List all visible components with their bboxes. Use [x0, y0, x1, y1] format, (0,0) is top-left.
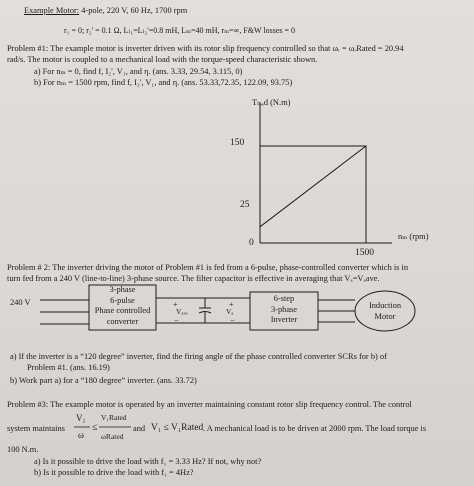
ytick-150: 150	[230, 138, 245, 148]
problem3-rest: . A mechanical load is to be driven at 2000 rpm. The load torque is	[203, 424, 427, 433]
xtick-1500: 1500	[355, 248, 374, 258]
plus-left: +	[173, 300, 178, 309]
inverter-line-2: 3-phase	[270, 304, 298, 314]
plus-right: +	[229, 300, 234, 309]
inverter-line-3: Inverter	[270, 315, 298, 324]
frac2-den: ωRated	[101, 432, 124, 441]
frac1-den: ω	[78, 430, 84, 440]
problem1-part-a: a) For nₘ = 0, find f, I₂', V₁, and η. (ans. 3.33, 29.54, 3.115, 0)	[34, 67, 243, 76]
problem3-line1: Problem #3: The example motor is operated by an inverter maintaining constant rotor slip frequency control. The control	[7, 400, 412, 409]
problem2-part-b: b) Work part a) for a “180 degree” inverter. (ans. 33.72)	[10, 376, 197, 385]
minus-left: −	[174, 316, 179, 325]
converter-line-4: converter	[106, 316, 139, 326]
ytick-25: 25	[240, 200, 250, 210]
example-label: Example Motor:	[24, 6, 80, 15]
inverter-line-1: 6-step	[273, 294, 295, 303]
vd-label: Vₐ	[226, 307, 234, 316]
example-spec: 4-pole, 220 V, 60 Hz, 1700 rpm	[81, 6, 188, 15]
problem3-line3: 100 N.m.	[7, 445, 39, 454]
problem1-line2: rad/s. The motor is coupled to a mechanical load with the torque-speed characteristic shown.	[7, 55, 318, 64]
problem2-part-a1: a) If the inverter is a “120 degree” inverter, find the firing angle of the phase controlled converter SCRs for b) of	[10, 352, 387, 361]
problem2-line1: Problem # 2: The inverter driving the motor of Problem #1 is fed from a 6-pulse, phase-controlled converter which is in	[7, 263, 409, 272]
ineq2: V₁ ≤ V₁Rated	[151, 423, 204, 433]
vave-label: Vₐᵥₑ	[176, 307, 188, 316]
xtick-0: 0	[249, 238, 254, 248]
problem1-line1: Problem #1: The example motor is inverter driven with its rotor slip frequency controlled so that ωᵣ = ωᵣRated = 20.94	[7, 44, 404, 53]
chart-ylabel: Tₗₒₐd (N.m)	[252, 98, 291, 107]
chart-xlabel: nₘ (rpm)	[398, 232, 429, 241]
leq-1: ≤	[92, 422, 98, 433]
minus-right: −	[230, 316, 235, 325]
source-voltage: 240 V	[10, 298, 31, 307]
problem1-part-b: b) For nₘ = 1500 rpm, find f, I₂', V₁, and η. (ans. 53.33,72.35, 122.09, 93.75)	[34, 78, 293, 87]
motor-line-2: Motor	[374, 311, 396, 321]
motor-line-1: Induction	[368, 301, 402, 310]
problem2-part-a2: Problem #1. (ans. 16.19)	[27, 363, 110, 372]
problem3-part-a: a) Is it possible to drive the load with f₁ = 3.33 Hz? If not, why not?	[34, 457, 262, 466]
converter-line-2: 6-pulse	[110, 295, 135, 305]
problem3-sys: system maintains	[7, 424, 65, 433]
converter-line-1: 3-phase	[109, 285, 136, 294]
and-word: and	[133, 424, 146, 433]
frac1-num: V₁	[76, 413, 86, 423]
example-params: r₁ = 0; r₂' = 0.1 Ω, Lₗ₁=Lₗ₂'=0.8 mH, Lₘ=40 mH, rₘ=∞, F&W losses = 0	[64, 26, 296, 35]
converter-line-3: Phase controlled	[94, 306, 151, 315]
frac2-num: V₁Rated	[101, 413, 127, 422]
problem2-line2: turn fed from a 240 V (line-to-line) 3-phase source. The filter capacitor is effective in averaging that Vₐ=Vₐave.	[7, 274, 380, 283]
problem3-part-b: b) Is it possible to drive the load with f₁ = 4Hz?	[34, 468, 194, 477]
